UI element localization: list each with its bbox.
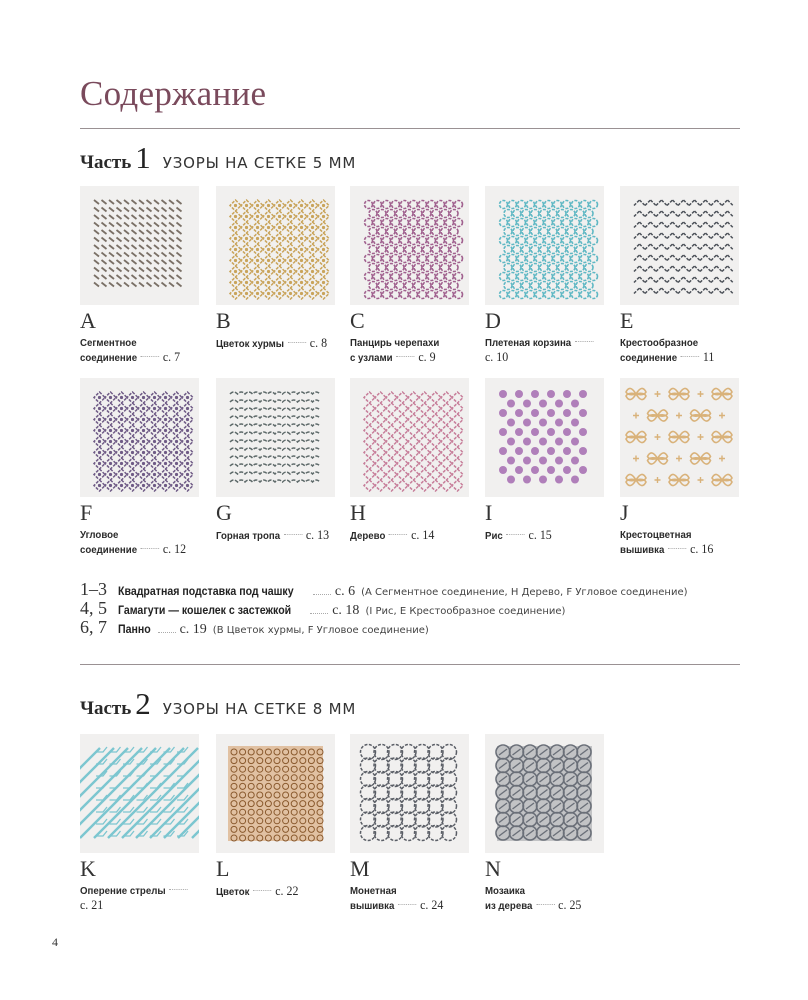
- pattern-letter: C: [350, 308, 365, 333]
- pattern-name-line2: с узлами: [350, 352, 393, 364]
- pattern-letter: A: [80, 308, 96, 333]
- pattern-caption[interactable]: [216, 336, 336, 351]
- pattern-swatch-h[interactable]: [350, 378, 469, 497]
- pattern-caption[interactable]: [485, 528, 605, 543]
- pattern-page: с. 10: [485, 349, 509, 364]
- pattern-swatch-j[interactable]: [620, 378, 739, 497]
- pattern-name-line2: соединение: [620, 352, 678, 364]
- pattern-name-line1: Крестоцветная: [620, 529, 692, 541]
- pattern-page: с. 21: [80, 897, 104, 912]
- pattern-page: с. 8: [309, 335, 328, 350]
- pattern-letter: H: [350, 500, 366, 525]
- leader-dots: [668, 548, 686, 549]
- pattern-caption[interactable]: [216, 884, 336, 899]
- pattern-page: с. 16: [690, 541, 714, 556]
- project-page: с. 18: [332, 603, 360, 618]
- pattern-letter: E: [620, 308, 634, 333]
- leader-dots: [141, 548, 159, 549]
- pattern-swatch-l[interactable]: [216, 734, 335, 853]
- pattern-name-line1: Дерево: [350, 530, 386, 542]
- pattern-name-line1: Оперение стрелы: [80, 885, 166, 897]
- pattern-name-line1: Мозаика: [485, 885, 526, 897]
- leader-dots: [284, 534, 302, 535]
- pattern-page: с. 24: [420, 897, 444, 912]
- page-title: Содержание: [80, 74, 267, 113]
- leader-dots: [310, 613, 328, 614]
- pattern-page: с. 7: [162, 349, 181, 364]
- pattern-name-line1: Монетная: [350, 885, 397, 897]
- pattern-letter: J: [620, 500, 629, 525]
- pattern-letter: I: [485, 500, 493, 525]
- pattern-caption[interactable]: [80, 884, 200, 913]
- pattern-name-line1: Цветок хурмы: [216, 338, 285, 350]
- leader-dots: [506, 534, 524, 535]
- pattern-name-line2: вышивка: [350, 900, 395, 912]
- part2-word: Часть: [80, 698, 132, 719]
- project-number: 1–3: [80, 579, 107, 599]
- leader-dots: [169, 889, 187, 890]
- pattern-letter: K: [80, 856, 96, 881]
- pattern-letter: B: [216, 308, 231, 333]
- leader-dots: [681, 356, 699, 357]
- leader-dots: [536, 904, 554, 905]
- pattern-caption[interactable]: [350, 336, 470, 365]
- project-page: с. 6: [334, 584, 356, 599]
- pattern-swatch-i[interactable]: [485, 378, 604, 497]
- leader-dots: [398, 904, 416, 905]
- pattern-page: с. 13: [305, 527, 330, 542]
- pattern-name-line1: Крестообразное: [620, 337, 699, 349]
- project-item[interactable]: [80, 579, 688, 598]
- pattern-name-line1: Цветок: [216, 886, 250, 898]
- pattern-letter: L: [216, 856, 230, 881]
- project-title: Квадратная подставка под чашку: [118, 586, 294, 598]
- part1-subtitle: УЗОРЫ НА СЕТКЕ 5 ММ: [162, 154, 357, 172]
- pattern-letter: N: [485, 856, 501, 881]
- pattern-caption[interactable]: [80, 336, 200, 365]
- pattern-page: с. 9: [418, 349, 436, 364]
- pattern-caption[interactable]: [80, 528, 200, 557]
- leader-dots: [396, 356, 414, 357]
- pattern-swatch-e[interactable]: [620, 186, 739, 305]
- pattern-name-line1: Панцирь черепахи: [350, 337, 440, 349]
- pattern-name-line2: вышивка: [620, 544, 665, 556]
- pattern-page: с. 22: [275, 883, 299, 898]
- pattern-page: 11: [702, 349, 715, 364]
- pattern-name-line1: Угловое: [80, 529, 119, 541]
- leader-dots: [158, 632, 176, 633]
- project-title: Гамагути — кошелек с застежкой: [118, 605, 292, 617]
- project-number: 4, 5: [80, 598, 107, 618]
- pattern-name-line2: соединение: [80, 352, 138, 364]
- pattern-name-line1: Рис: [485, 530, 503, 542]
- pattern-swatch-k[interactable]: [80, 734, 199, 853]
- leader-dots: [253, 890, 271, 891]
- project-item[interactable]: [80, 617, 688, 636]
- leader-dots: [313, 594, 331, 595]
- part2-subtitle: УЗОРЫ НА СЕТКЕ 8 ММ: [162, 700, 357, 718]
- pattern-letter: G: [216, 500, 232, 525]
- pattern-caption[interactable]: [620, 528, 740, 557]
- pattern-name-line1: Горная тропа: [216, 530, 281, 542]
- leader-dots: [575, 341, 593, 342]
- pattern-name-line1: Сегментное: [80, 337, 137, 349]
- pattern-page: с. 25: [558, 897, 582, 912]
- part2-number: 2: [135, 686, 151, 721]
- pattern-swatch-d[interactable]: [485, 186, 604, 305]
- pattern-letter: M: [350, 856, 370, 881]
- pattern-name-line1: Плетеная корзина: [485, 337, 572, 349]
- part1-heading: [80, 142, 356, 174]
- project-note: (A Сегментное соединение, H Дерево, F Угловое соединение): [361, 587, 688, 598]
- pattern-caption[interactable]: [350, 884, 470, 913]
- pattern-swatch-f[interactable]: [80, 378, 199, 497]
- pattern-caption[interactable]: [485, 336, 605, 365]
- pattern-page: с. 12: [162, 541, 187, 556]
- pattern-swatch-a[interactable]: [80, 186, 199, 305]
- project-number: 6, 7: [80, 617, 107, 637]
- part1-word: Часть: [80, 152, 132, 173]
- divider-middle: [80, 664, 740, 665]
- project-item[interactable]: [80, 598, 688, 617]
- pattern-swatch-n[interactable]: [485, 734, 604, 853]
- project-title: Панно: [118, 624, 151, 636]
- pattern-name-line2: соединение: [80, 544, 138, 556]
- pattern-swatch-g[interactable]: [216, 378, 335, 497]
- leader-dots: [389, 534, 407, 535]
- page-number: 4: [52, 935, 58, 949]
- pattern-name-line2: из дерева: [485, 900, 533, 912]
- divider-top: [80, 128, 740, 129]
- pattern-swatch-b[interactable]: [216, 186, 335, 305]
- leader-dots: [141, 356, 159, 357]
- project-list: [80, 579, 688, 636]
- pattern-swatch-m[interactable]: [350, 734, 469, 853]
- pattern-page: с. 15: [528, 527, 552, 542]
- pattern-caption[interactable]: [620, 336, 740, 365]
- project-note: (I Рис, E Крестообразное соединение): [365, 606, 566, 617]
- pattern-caption[interactable]: [216, 528, 336, 543]
- project-page: с. 19: [179, 622, 207, 637]
- pattern-caption[interactable]: [485, 884, 605, 913]
- pattern-page: с. 14: [411, 527, 435, 542]
- pattern-caption[interactable]: [350, 528, 470, 543]
- pattern-letter: F: [80, 500, 93, 525]
- project-note: (B Цветок хурмы, F Угловое соединение): [212, 625, 429, 636]
- part1-number: 1: [135, 140, 151, 175]
- part2-heading: [80, 688, 356, 720]
- pattern-swatch-c[interactable]: [350, 186, 469, 305]
- pattern-letter: D: [485, 308, 501, 333]
- leader-dots: [288, 342, 306, 343]
